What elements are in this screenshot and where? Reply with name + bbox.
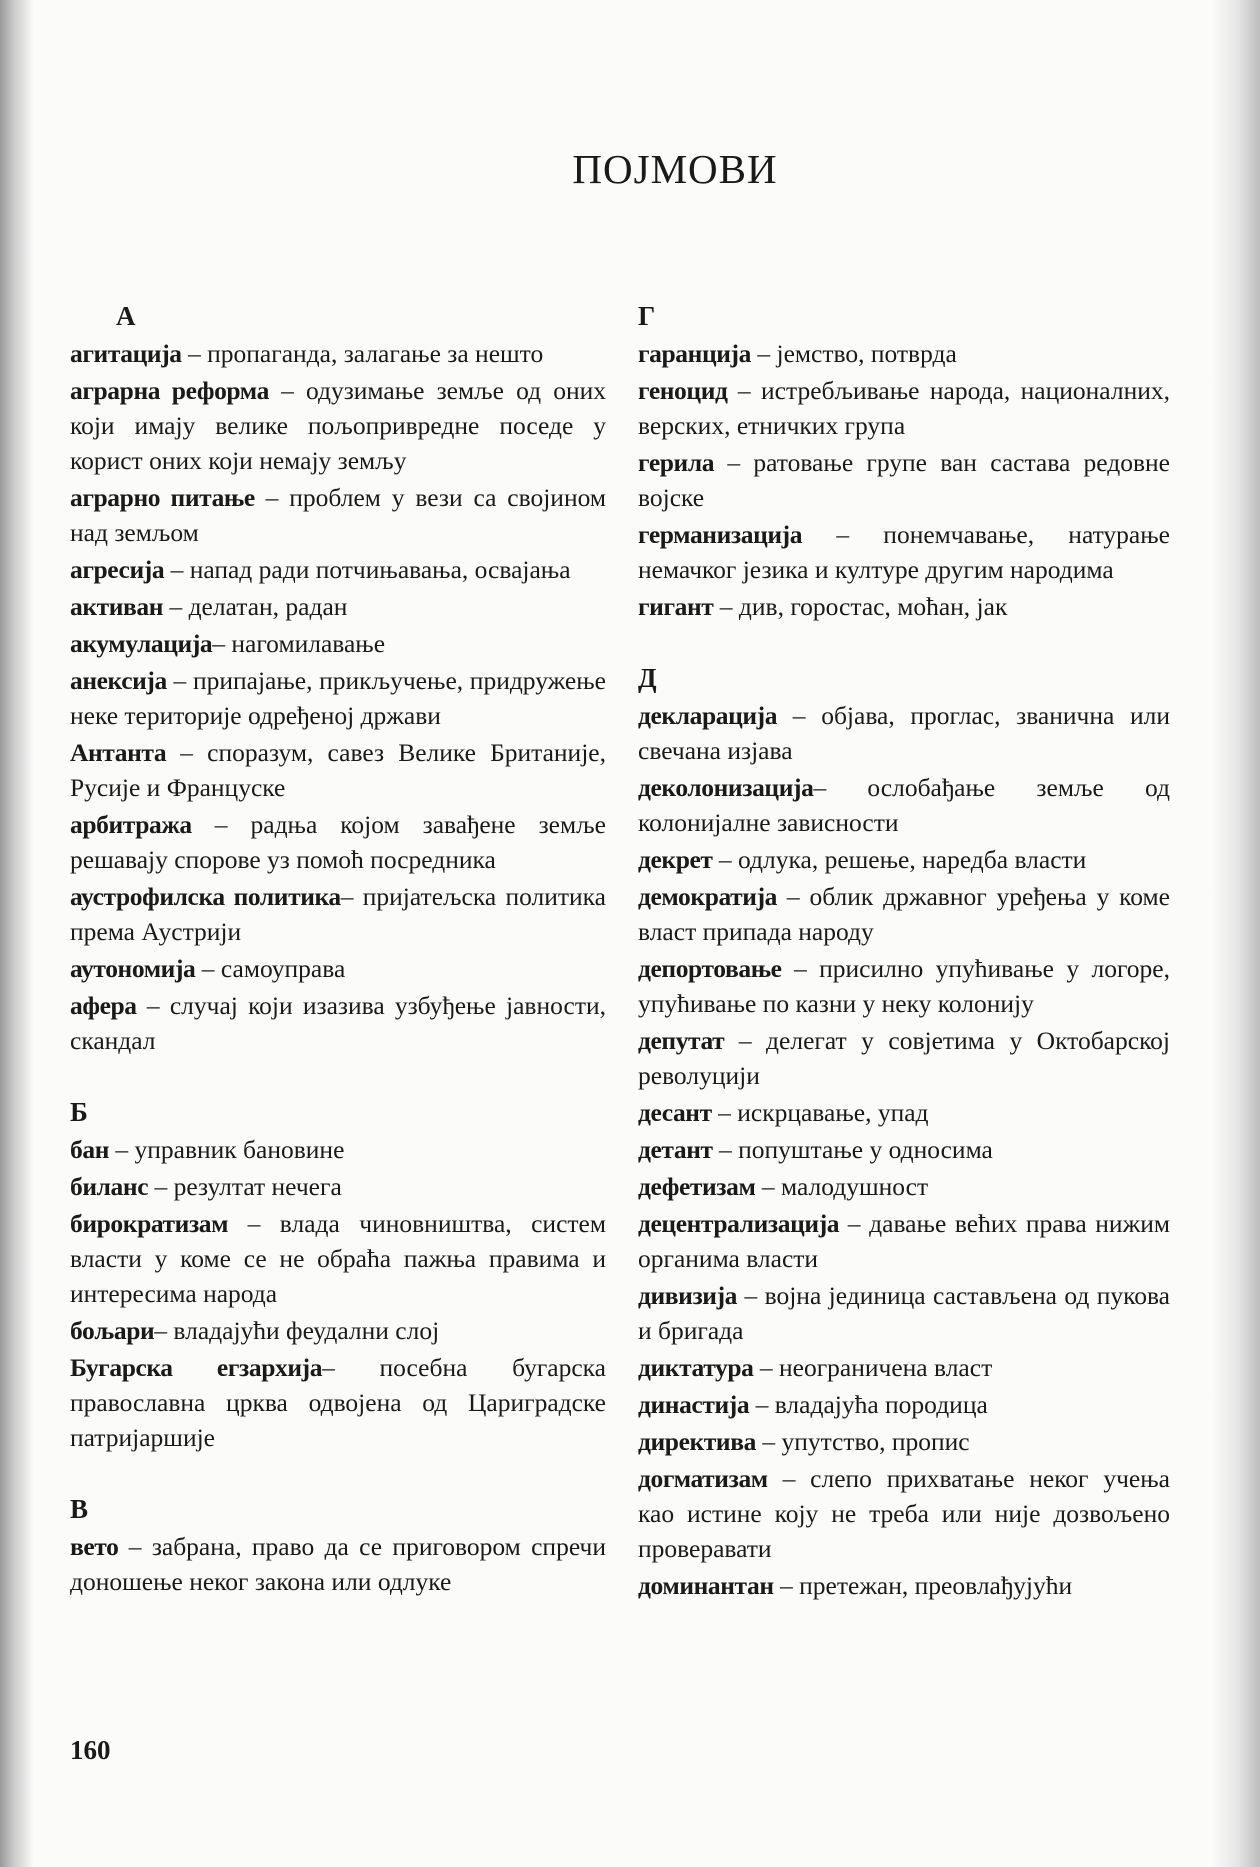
glossary-entry bbox=[638, 1132, 1170, 1167]
glossary-term: агитација bbox=[70, 339, 182, 368]
glossary-term: акумулација bbox=[70, 629, 213, 658]
glossary-entry bbox=[70, 373, 606, 478]
glossary-term: дивизија bbox=[638, 1281, 738, 1310]
glossary-term: анексија bbox=[70, 666, 167, 695]
glossary-term: дефетизам bbox=[638, 1172, 756, 1201]
right-column bbox=[638, 298, 1170, 1639]
glossary-definition: – споразум, савез Велике Британије, Русије и Француске bbox=[70, 738, 606, 802]
glossary-definition: – забрана, право да се приговором спречи доношење неког закона или одлуке bbox=[70, 1532, 606, 1596]
glossary-definition: – малодушност bbox=[755, 1172, 929, 1201]
glossary-term: декларација bbox=[638, 701, 778, 730]
glossary-entry bbox=[70, 951, 606, 986]
glossary-entry bbox=[70, 1350, 606, 1455]
section-letter: Г bbox=[638, 301, 656, 331]
glossary-definition: – попуштање у односима bbox=[712, 1135, 993, 1164]
glossary-term: декрет bbox=[638, 845, 713, 874]
glossary-entry bbox=[70, 988, 606, 1058]
glossary-entry bbox=[638, 1568, 1170, 1603]
glossary-entry bbox=[70, 589, 606, 624]
glossary-section bbox=[638, 298, 1170, 624]
glossary-definition: – понемчавање, натурање немачког језика и културе другим народима bbox=[638, 520, 1170, 584]
glossary-entry bbox=[70, 336, 606, 371]
glossary-term: бирократизам bbox=[70, 1209, 229, 1238]
glossary-entry bbox=[70, 735, 606, 805]
glossary-definition: – резултат нечега bbox=[148, 1172, 342, 1201]
glossary-entry bbox=[638, 1023, 1170, 1093]
glossary-section bbox=[638, 660, 1170, 1603]
glossary-entry bbox=[70, 879, 606, 949]
page-title: ПОЈМОВИ bbox=[572, 146, 778, 193]
glossary-term: активан bbox=[70, 592, 164, 621]
glossary-definition: – владајућа породица bbox=[749, 1390, 988, 1419]
glossary-term: аграрно питање bbox=[70, 483, 255, 512]
glossary-term: бољари bbox=[70, 1316, 155, 1345]
glossary-entry bbox=[638, 373, 1170, 443]
glossary-entry bbox=[638, 445, 1170, 515]
glossary-definition: – радња којом завађене земље решавају спорове уз помоћ посредника bbox=[70, 810, 606, 874]
glossary-definition: – делегат у совјетима у Октобарској револуцији bbox=[638, 1026, 1170, 1090]
glossary-definition: – присилно упућивање у логоре, упућивање по казни у неку колонију bbox=[638, 954, 1170, 1018]
glossary-term: геноцид bbox=[638, 376, 728, 405]
glossary-definition: – облик државног уређења у коме власт припада народу bbox=[638, 882, 1170, 946]
glossary-definition: – напад ради потчињавања, освајања bbox=[164, 555, 571, 584]
glossary-term: герила bbox=[638, 448, 715, 477]
glossary-entry bbox=[638, 1278, 1170, 1348]
glossary-entry bbox=[638, 1387, 1170, 1422]
glossary-entry bbox=[70, 1206, 606, 1311]
left-column bbox=[70, 298, 606, 1635]
scan-edge-right bbox=[1212, 0, 1260, 1867]
glossary-definition: – одузимање земље од оних који имају велике пољопривредне поседе у корист оних који немају земљу bbox=[70, 376, 606, 475]
glossary-definition: – одлука, решење, наредба власти bbox=[712, 845, 1087, 874]
glossary-definition: – нагомилавање bbox=[212, 629, 386, 658]
glossary-entry bbox=[638, 770, 1170, 840]
glossary-definition: – владајући феудални слој bbox=[154, 1316, 440, 1345]
section-letter: Д bbox=[638, 663, 657, 693]
glossary-term: гигант bbox=[638, 592, 714, 621]
glossary-entry bbox=[638, 336, 1170, 371]
glossary-entry bbox=[70, 1313, 606, 1348]
glossary-entry bbox=[638, 951, 1170, 1021]
glossary-term: германизација bbox=[638, 520, 803, 549]
glossary-definition: – пријатељска политика према Аустрији bbox=[70, 882, 606, 946]
glossary-entry bbox=[638, 842, 1170, 877]
glossary-definition: – самоуправа bbox=[195, 954, 346, 983]
glossary-term: доминантан bbox=[638, 1571, 774, 1600]
glossary-entry bbox=[638, 1095, 1170, 1130]
glossary-term: гаранција bbox=[638, 339, 751, 368]
scan-edge-left bbox=[0, 0, 34, 1867]
glossary-term: депортовање bbox=[638, 954, 782, 983]
glossary-term: децентрализација bbox=[638, 1209, 840, 1238]
glossary-definition: – влада чиновништва, систем власти у коме се не обраћа пажња правима и интересима народа bbox=[70, 1209, 606, 1308]
glossary-entry bbox=[638, 1169, 1170, 1204]
page-number: 160 bbox=[70, 1735, 111, 1765]
glossary-entry bbox=[638, 1350, 1170, 1385]
glossary-definition: – објава, проглас, званична или свечана изјава bbox=[638, 701, 1170, 765]
glossary-term: Антанта bbox=[70, 738, 167, 767]
glossary-term: арбитража bbox=[70, 810, 192, 839]
glossary-definition: – претежан, преовлађујући bbox=[773, 1571, 1073, 1600]
glossary-term: бан bbox=[70, 1135, 109, 1164]
glossary-term: Бугарска егзархија bbox=[70, 1353, 323, 1382]
glossary-definition: – делатан, радан bbox=[163, 592, 348, 621]
glossary-definition: – слепо прихватање неког учења као истине коју не треба или није дозвољено проверавати bbox=[638, 1464, 1170, 1563]
glossary-definition: – припајање, прикључење, придружење неке територије одређеној држави bbox=[70, 666, 606, 730]
glossary-entry bbox=[638, 879, 1170, 949]
glossary-term: детант bbox=[638, 1135, 713, 1164]
glossary-term: вето bbox=[70, 1532, 119, 1561]
section-letter: А bbox=[116, 301, 136, 331]
glossary-section bbox=[70, 1491, 606, 1599]
glossary-term: десант bbox=[638, 1098, 712, 1127]
glossary-definition: – јемство, потврда bbox=[750, 339, 957, 368]
glossary-term: династија bbox=[638, 1390, 750, 1419]
glossary-term: директива bbox=[638, 1427, 756, 1456]
glossary-definition: – војна јединица састављена од пукова и бригада bbox=[638, 1281, 1170, 1345]
glossary-entry bbox=[70, 1132, 606, 1167]
glossary-definition: – посебна бугарска православна црква одвојена од Цариградске патријаршије bbox=[70, 1353, 607, 1452]
glossary-term: агресија bbox=[70, 555, 165, 584]
glossary-section bbox=[70, 298, 606, 1058]
glossary-definition: – случај који изазива узбуђење јавности, скандал bbox=[70, 991, 606, 1055]
glossary-term: аустрофилска политика bbox=[70, 882, 341, 911]
glossary-definition: – искрцавање, упад bbox=[711, 1098, 929, 1127]
glossary-definition: – див, горостас, моћан, јак bbox=[713, 592, 1008, 621]
glossary-term: аграрна реформа bbox=[70, 376, 269, 405]
glossary-term: биланс bbox=[70, 1172, 149, 1201]
glossary-term: аутономија bbox=[70, 954, 196, 983]
glossary-entry bbox=[70, 480, 606, 550]
glossary-entry bbox=[70, 1529, 606, 1599]
glossary-definition: – упутство, пропис bbox=[755, 1427, 970, 1456]
glossary-entry bbox=[70, 552, 606, 587]
glossary-entry bbox=[638, 1461, 1170, 1566]
section-letter: Б bbox=[70, 1097, 88, 1127]
glossary-definition: – давање већих права нижим органима власти bbox=[638, 1209, 1170, 1273]
glossary-definition: – неограничена власт bbox=[753, 1353, 993, 1382]
glossary-term: деколонизација bbox=[638, 773, 814, 802]
glossary-term: догматизам bbox=[638, 1464, 768, 1493]
glossary-definition: – истребљивање народа, националних, верских, етничких група bbox=[638, 376, 1170, 440]
glossary-term: демократија bbox=[638, 882, 778, 911]
glossary-definition: – ослобађање земље од колонијалне зависности bbox=[638, 773, 1170, 837]
glossary-entry bbox=[70, 1169, 606, 1204]
glossary-term: афера bbox=[70, 991, 137, 1020]
glossary-definition: – ратовање групе ван састава редовне војске bbox=[638, 448, 1170, 512]
glossary-entry bbox=[638, 1424, 1170, 1459]
glossary-section bbox=[70, 1094, 606, 1455]
glossary-entry bbox=[638, 517, 1170, 587]
glossary-entry bbox=[70, 807, 606, 877]
glossary-term: депутат bbox=[638, 1026, 725, 1055]
glossary-entry bbox=[638, 1206, 1170, 1276]
glossary-entry bbox=[70, 663, 606, 733]
glossary-term: диктатура bbox=[638, 1353, 754, 1382]
glossary-definition: – управник бановине bbox=[109, 1135, 345, 1164]
section-letter: В bbox=[70, 1494, 89, 1524]
glossary-definition: – пропаганда, залагање за нешто bbox=[181, 339, 544, 368]
glossary-entry bbox=[638, 698, 1170, 768]
glossary-entry bbox=[638, 589, 1170, 624]
glossary-entry bbox=[70, 626, 606, 661]
glossary-definition: – проблем у вези са својином над земљом bbox=[70, 483, 606, 547]
